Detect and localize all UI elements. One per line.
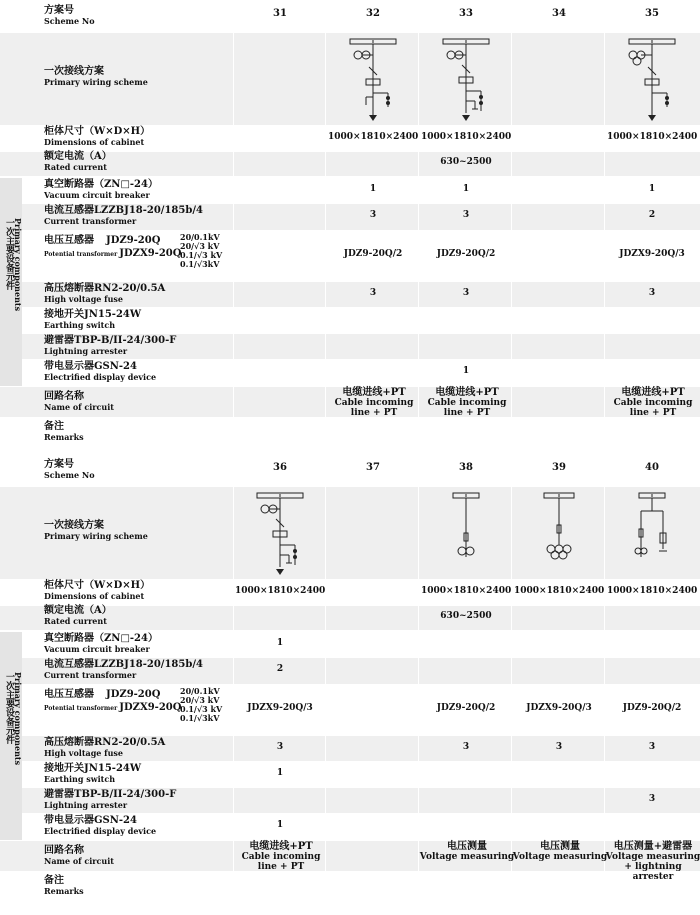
pt-ratio2: 20/√3 kV bbox=[180, 241, 220, 251]
circuit-name bbox=[419, 842, 515, 862]
column-divider bbox=[604, 204, 605, 230]
row-label-cn: 带电显示器GSN-24 bbox=[44, 815, 137, 826]
row-label-circuit bbox=[44, 392, 114, 412]
scheme-number: 32 bbox=[366, 8, 380, 19]
column-divider bbox=[418, 658, 419, 684]
row-label-fuse bbox=[44, 284, 165, 304]
wiring-diagram bbox=[607, 35, 697, 130]
pt-ratio1: 20/0.1kV bbox=[180, 232, 220, 242]
breaker-value: 1 bbox=[276, 638, 284, 648]
pt-value: JDZX9-20Q/3 bbox=[247, 703, 313, 713]
wiring-diagram bbox=[514, 489, 604, 584]
circuit-name-cn: 电缆进线+PT bbox=[249, 841, 313, 852]
row-label-cn: 一次接线方案 bbox=[44, 520, 104, 531]
row-label-cn: 避雷器TBP-B/II-24/300-F bbox=[44, 789, 177, 800]
pt-ratio2: 20/√3 kV bbox=[180, 695, 220, 705]
pt-ratio4: 0.1/√3kV bbox=[180, 713, 220, 723]
side-label-cn: 一次主要设备元件 bbox=[4, 218, 14, 290]
circuit-name-en2: line + PT bbox=[350, 408, 398, 418]
breaker-value: 1 bbox=[369, 184, 377, 194]
pt-model1: JDZ9-20Q bbox=[106, 689, 161, 700]
row-label-en: Current transformer bbox=[44, 670, 137, 680]
circuit-name-en1: Cable incoming bbox=[334, 398, 414, 408]
dims-value: 1000×1810×2400 bbox=[607, 132, 698, 142]
circuit-name-cn: 电缆进线+PT bbox=[621, 387, 685, 398]
column-divider bbox=[233, 658, 234, 684]
row-label-en: Scheme No bbox=[44, 16, 95, 26]
circuit-name-en2: line + PT bbox=[629, 408, 677, 418]
row-label-cn: 带电显示器GSN-24 bbox=[44, 361, 137, 372]
row-label-en: Name of circuit bbox=[44, 856, 114, 866]
pt-label-cn: 电压互感器 bbox=[44, 235, 94, 246]
row-label-cn: 避雷器TBP-B/II-24/300-F bbox=[44, 335, 177, 346]
row-label-en: Lightning arrester bbox=[44, 346, 128, 356]
column-divider bbox=[604, 606, 605, 630]
wiring-diagram bbox=[235, 489, 325, 584]
column-divider bbox=[325, 204, 326, 230]
circuit-name bbox=[605, 388, 700, 418]
column-divider bbox=[604, 736, 605, 761]
column-divider bbox=[325, 334, 326, 359]
ct-value: 2 bbox=[276, 664, 284, 674]
wiring-diagram bbox=[607, 489, 697, 584]
row-label-en: Lightning arrester bbox=[44, 800, 128, 810]
circuit-name-en2: line + PT bbox=[257, 862, 305, 872]
row-label-pt bbox=[44, 687, 181, 714]
row-label-scheme_no bbox=[44, 6, 95, 26]
dims-value: 1000×1810×2400 bbox=[421, 132, 512, 142]
column-divider bbox=[511, 606, 512, 630]
row-label-en: Vacuum circuit breaker bbox=[44, 644, 150, 654]
column-divider bbox=[418, 282, 419, 307]
dims-value: 1000×1810×2400 bbox=[328, 132, 419, 142]
wiring-diagram bbox=[328, 35, 418, 130]
row-label-cn: 柜体尺寸（W×D×H） bbox=[44, 126, 151, 137]
wiring-diagram bbox=[421, 489, 511, 584]
scheme-number: 31 bbox=[273, 8, 287, 19]
pt-ratio3: 0.1/√3 kV bbox=[180, 250, 223, 260]
circuit-name-cn: 电压测量 bbox=[447, 841, 487, 852]
row-label-en: Remarks bbox=[44, 432, 84, 442]
column-divider bbox=[604, 282, 605, 307]
row-label-cn: 接地开关JN15-24W bbox=[44, 763, 142, 774]
fuse-value: 3 bbox=[462, 742, 470, 752]
pt-ratios bbox=[180, 233, 222, 269]
column-divider bbox=[511, 736, 512, 761]
scheme-number: 36 bbox=[273, 462, 287, 473]
row-label-display bbox=[44, 816, 156, 836]
fuse-value: 3 bbox=[555, 742, 563, 752]
row-label-display bbox=[44, 362, 156, 382]
column-divider bbox=[418, 204, 419, 230]
row-label-dims bbox=[44, 127, 150, 147]
row-label-en: Dimensions of cabinet bbox=[44, 591, 145, 601]
row-label-cn: 高压熔断器RN2-20/0.5A bbox=[44, 737, 166, 748]
row-label-cn: 高压熔断器RN2-20/0.5A bbox=[44, 283, 166, 294]
fuse-value: 3 bbox=[276, 742, 284, 752]
pt-value: JDZ9-20Q/2 bbox=[436, 249, 496, 259]
pt-ratio1: 20/0.1kV bbox=[180, 686, 220, 696]
column-divider bbox=[418, 606, 419, 630]
ct-value: 3 bbox=[462, 210, 470, 220]
ct-value: 3 bbox=[369, 210, 377, 220]
row-label-arrester bbox=[44, 790, 176, 810]
column-divider bbox=[325, 736, 326, 761]
circuit-name-en1: Cable incoming bbox=[241, 852, 321, 862]
pt-label-en: Potential transformer bbox=[44, 251, 118, 258]
fuse-value: 3 bbox=[369, 288, 377, 298]
column-divider bbox=[418, 33, 419, 125]
row-label-en: Primary wiring scheme bbox=[44, 531, 148, 541]
pt-value: JDZ9-20Q/2 bbox=[343, 249, 403, 259]
row-label-earth bbox=[44, 310, 141, 330]
side-label-en: Primary components bbox=[13, 672, 23, 766]
circuit-name-en1: Cable incoming bbox=[427, 398, 507, 408]
side-label bbox=[2, 218, 24, 311]
row-label-arrester bbox=[44, 336, 176, 356]
scheme-number: 35 bbox=[645, 8, 659, 19]
circuit-name-cn: 电压测量 bbox=[540, 841, 580, 852]
pt-value: JDZX9-20Q/3 bbox=[526, 703, 592, 713]
column-divider bbox=[325, 788, 326, 813]
row-label-cn: 方案号 bbox=[44, 5, 74, 16]
row-label-circuit bbox=[44, 846, 114, 866]
row-label-en: Electrified display device bbox=[44, 826, 157, 836]
row-label-cn: 回路名称 bbox=[44, 845, 84, 856]
column-divider bbox=[511, 658, 512, 684]
row-label-breaker bbox=[44, 180, 158, 200]
row-label-cn: 真空断路器（ZN□-24） bbox=[44, 179, 158, 190]
column-divider bbox=[233, 204, 234, 230]
pt-ratio3: 0.1/√3 kV bbox=[180, 704, 223, 714]
row-label-dims bbox=[44, 581, 150, 601]
earth-value: 1 bbox=[276, 768, 284, 778]
circuit-name bbox=[326, 388, 422, 418]
circuit-name-en2: + lightning arrester bbox=[624, 862, 682, 882]
circuit-name-cn: 电压测量+避雷器 bbox=[613, 841, 693, 852]
column-divider bbox=[511, 487, 512, 579]
column-divider bbox=[511, 334, 512, 359]
column-divider bbox=[604, 658, 605, 684]
row-label-remarks bbox=[44, 876, 84, 896]
circuit-name bbox=[605, 842, 700, 882]
side-label bbox=[2, 672, 24, 765]
side-label-cn: 一次主要设备元件 bbox=[4, 672, 14, 744]
scheme-number: 39 bbox=[552, 462, 566, 473]
pt-value: JDZ9-20Q/2 bbox=[436, 703, 496, 713]
column-divider bbox=[604, 487, 605, 579]
column-divider bbox=[418, 152, 419, 176]
circuit-name-en1: Cable incoming bbox=[613, 398, 693, 408]
row-label-cn: 接地开关JN15-24W bbox=[44, 309, 142, 320]
breaker-value: 1 bbox=[648, 184, 656, 194]
rated-current-value: 630~2500 bbox=[440, 157, 492, 167]
column-divider bbox=[233, 152, 234, 176]
display-value: 1 bbox=[276, 820, 284, 830]
row-label-cn: 真空断路器（ZN□-24） bbox=[44, 633, 158, 644]
circuit-name bbox=[233, 842, 329, 872]
ct-value: 2 bbox=[648, 210, 656, 220]
row-label-cn: 额定电流（A） bbox=[44, 151, 112, 162]
column-divider bbox=[233, 487, 234, 579]
column-divider bbox=[233, 282, 234, 307]
column-divider bbox=[325, 152, 326, 176]
column-divider bbox=[418, 487, 419, 579]
pt-ratios bbox=[180, 687, 222, 723]
row-label-en: High voltage fuse bbox=[44, 748, 124, 758]
pt-value: JDZ9-20Q/2 bbox=[622, 703, 682, 713]
row-label-cn: 额定电流（A） bbox=[44, 605, 112, 616]
column-divider bbox=[325, 33, 326, 125]
row-label-en: Earthing switch bbox=[44, 320, 116, 330]
column-divider bbox=[604, 33, 605, 125]
row-label-en: Current transformer bbox=[44, 216, 137, 226]
column-divider bbox=[418, 334, 419, 359]
row-label-ct bbox=[44, 206, 203, 226]
wiring-diagram bbox=[421, 35, 511, 130]
row-label-breaker bbox=[44, 634, 158, 654]
row-label-ct bbox=[44, 660, 203, 680]
circuit-name-cn: 电缆进线+PT bbox=[435, 387, 499, 398]
circuit-name-en1: Voltage measuring bbox=[512, 852, 608, 862]
row-label-wiring bbox=[44, 521, 148, 541]
fuse-value: 3 bbox=[462, 288, 470, 298]
scheme-number: 33 bbox=[459, 8, 473, 19]
row-label-wiring bbox=[44, 67, 148, 87]
column-divider bbox=[233, 606, 234, 630]
dims-value: 1000×1810×2400 bbox=[421, 586, 512, 596]
row-label-en: Earthing switch bbox=[44, 774, 116, 784]
circuit-name-en1: Voltage measuring bbox=[605, 852, 700, 862]
row-label-scheme_no bbox=[44, 460, 95, 480]
row-label-en: Name of circuit bbox=[44, 402, 114, 412]
column-divider bbox=[233, 33, 234, 125]
column-divider bbox=[604, 152, 605, 176]
row-label-current bbox=[44, 152, 112, 172]
fuse-value: 3 bbox=[648, 742, 656, 752]
display-value: 1 bbox=[462, 366, 470, 376]
row-label-cn: 回路名称 bbox=[44, 391, 84, 402]
row-label-en: High voltage fuse bbox=[44, 294, 124, 304]
row-label-en: Rated current bbox=[44, 162, 107, 172]
column-divider bbox=[233, 334, 234, 359]
row-label-cn: 电流互感器LZZBJ18-20/185b/4 bbox=[44, 659, 203, 670]
column-divider bbox=[604, 788, 605, 813]
scheme-number: 37 bbox=[366, 462, 380, 473]
column-divider bbox=[511, 788, 512, 813]
row-label-cn: 柜体尺寸（W×D×H） bbox=[44, 580, 151, 591]
pt-ratio4: 0.1/√3kV bbox=[180, 259, 220, 269]
circuit-name-en1: Voltage measuring bbox=[419, 852, 515, 862]
column-divider bbox=[325, 658, 326, 684]
pt-model2: JDZX9-20Q bbox=[119, 248, 182, 259]
column-divider bbox=[233, 387, 234, 417]
row-label-en: Rated current bbox=[44, 616, 107, 626]
pt-label-cn: 电压互感器 bbox=[44, 689, 94, 700]
row-label-en: Vacuum circuit breaker bbox=[44, 190, 150, 200]
pt-label-en: Potential transformer bbox=[44, 705, 118, 712]
column-divider bbox=[418, 788, 419, 813]
column-divider bbox=[325, 606, 326, 630]
column-divider bbox=[511, 33, 512, 125]
column-divider bbox=[511, 204, 512, 230]
circuit-name bbox=[512, 842, 608, 862]
column-divider bbox=[233, 788, 234, 813]
row-label-en: Dimensions of cabinet bbox=[44, 137, 145, 147]
row-label-earth bbox=[44, 764, 141, 784]
row-label-en: Primary wiring scheme bbox=[44, 77, 148, 87]
dims-value: 1000×1810×2400 bbox=[235, 586, 326, 596]
column-divider bbox=[604, 334, 605, 359]
circuit-name-cn: 电缆进线+PT bbox=[342, 387, 406, 398]
row-label-cn: 一次接线方案 bbox=[44, 66, 104, 77]
dims-value: 1000×1810×2400 bbox=[607, 586, 698, 596]
side-label-en: Primary components bbox=[13, 218, 23, 312]
row-label-fuse bbox=[44, 738, 165, 758]
row-label-remarks bbox=[44, 422, 84, 442]
column-divider bbox=[325, 282, 326, 307]
column-divider bbox=[325, 487, 326, 579]
row-label-cn: 电流互感器LZZBJ18-20/185b/4 bbox=[44, 205, 203, 216]
column-divider bbox=[418, 736, 419, 761]
row-label-en: Electrified display device bbox=[44, 372, 157, 382]
scheme-number: 34 bbox=[552, 8, 566, 19]
row-label-en: Remarks bbox=[44, 886, 84, 896]
arrester-value: 3 bbox=[648, 794, 656, 804]
scheme-number: 40 bbox=[645, 462, 659, 473]
pt-model1: JDZ9-20Q bbox=[106, 235, 161, 246]
circuit-name-en2: line + PT bbox=[443, 408, 491, 418]
row-label-cn: 备注 bbox=[44, 421, 64, 432]
column-divider bbox=[511, 282, 512, 307]
column-divider bbox=[511, 152, 512, 176]
row-label-pt bbox=[44, 233, 181, 260]
row-label-cn: 方案号 bbox=[44, 459, 74, 470]
dims-value: 1000×1810×2400 bbox=[514, 586, 605, 596]
fuse-value: 3 bbox=[648, 288, 656, 298]
rated-current-value: 630~2500 bbox=[440, 611, 492, 621]
row-label-current bbox=[44, 606, 112, 626]
row-label-cn: 备注 bbox=[44, 875, 64, 886]
circuit-name bbox=[419, 388, 515, 418]
scheme-number: 38 bbox=[459, 462, 473, 473]
pt-model2: JDZX9-20Q bbox=[119, 702, 182, 713]
column-divider bbox=[233, 736, 234, 761]
row-label-en: Scheme No bbox=[44, 470, 95, 480]
pt-value: JDZX9-20Q/3 bbox=[619, 249, 685, 259]
breaker-value: 1 bbox=[462, 184, 470, 194]
